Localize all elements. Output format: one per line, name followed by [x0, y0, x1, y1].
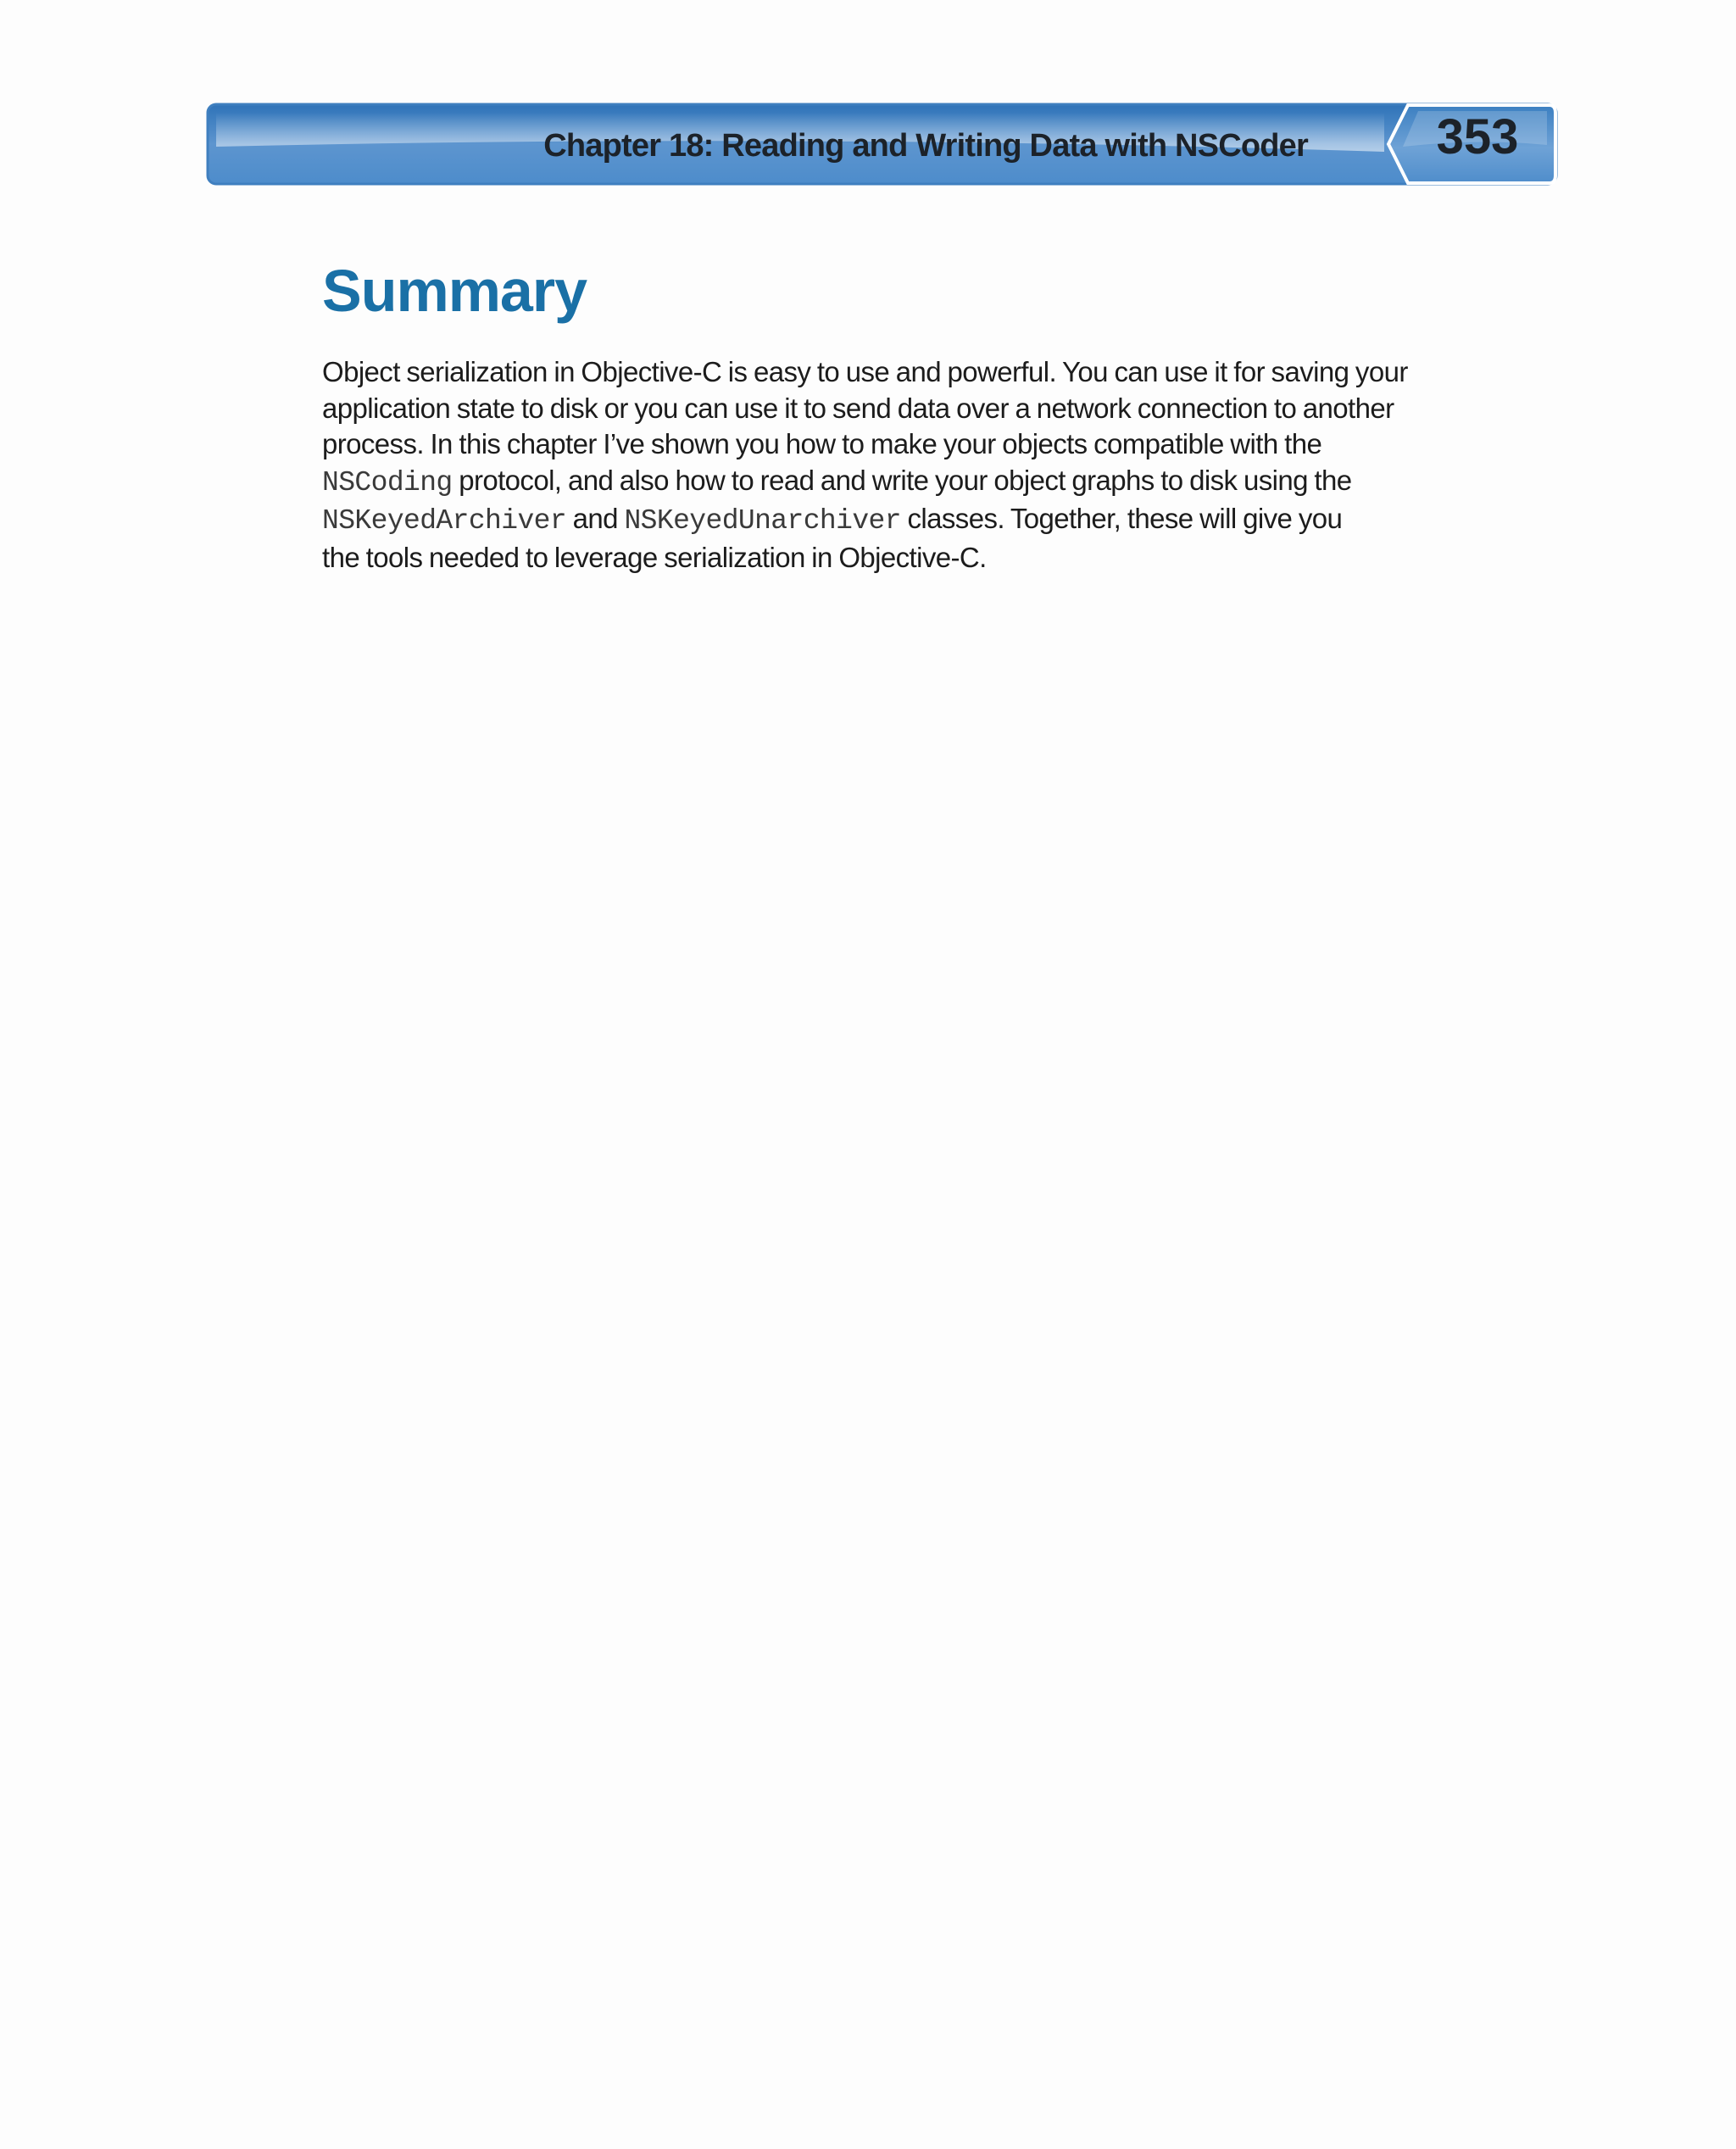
paragraph-line: the tools needed to leverage serialization in Objective-C.	[322, 541, 987, 573]
paragraph-text: classes. Together, these will give you	[900, 503, 1343, 534]
paragraph-line: process. In this chapter I’ve shown you how to make your objects compatible with the	[322, 428, 1322, 459]
paragraph-line: application state to disk or you can use it to send data over a network connection to another	[322, 392, 1394, 424]
paragraph-line	[322, 463, 1526, 502]
paragraph-text: protocol, and also how to read and write your object graphs to disk using the	[452, 464, 1352, 496]
page-number: 353	[1436, 109, 1519, 164]
paragraph-line: Object serialization in Objective-C is easy to use and powerful. You can use it for saving your	[322, 356, 1408, 387]
summary-paragraph	[322, 354, 1526, 576]
section-heading: Summary	[322, 258, 587, 324]
chapter-title: Chapter 18: Reading and Writing Data with NSCoder	[543, 128, 1308, 164]
code-nskeyedarchiver: NSKeyedArchiver	[322, 505, 567, 537]
code-nscoding: NSCoding	[322, 466, 453, 498]
code-nskeyedunarchiver: NSKeyedUnarchiver	[624, 505, 901, 537]
paragraph-text: and	[566, 503, 625, 534]
paragraph-line	[322, 501, 1526, 540]
chapter-header-banner	[206, 103, 1558, 186]
